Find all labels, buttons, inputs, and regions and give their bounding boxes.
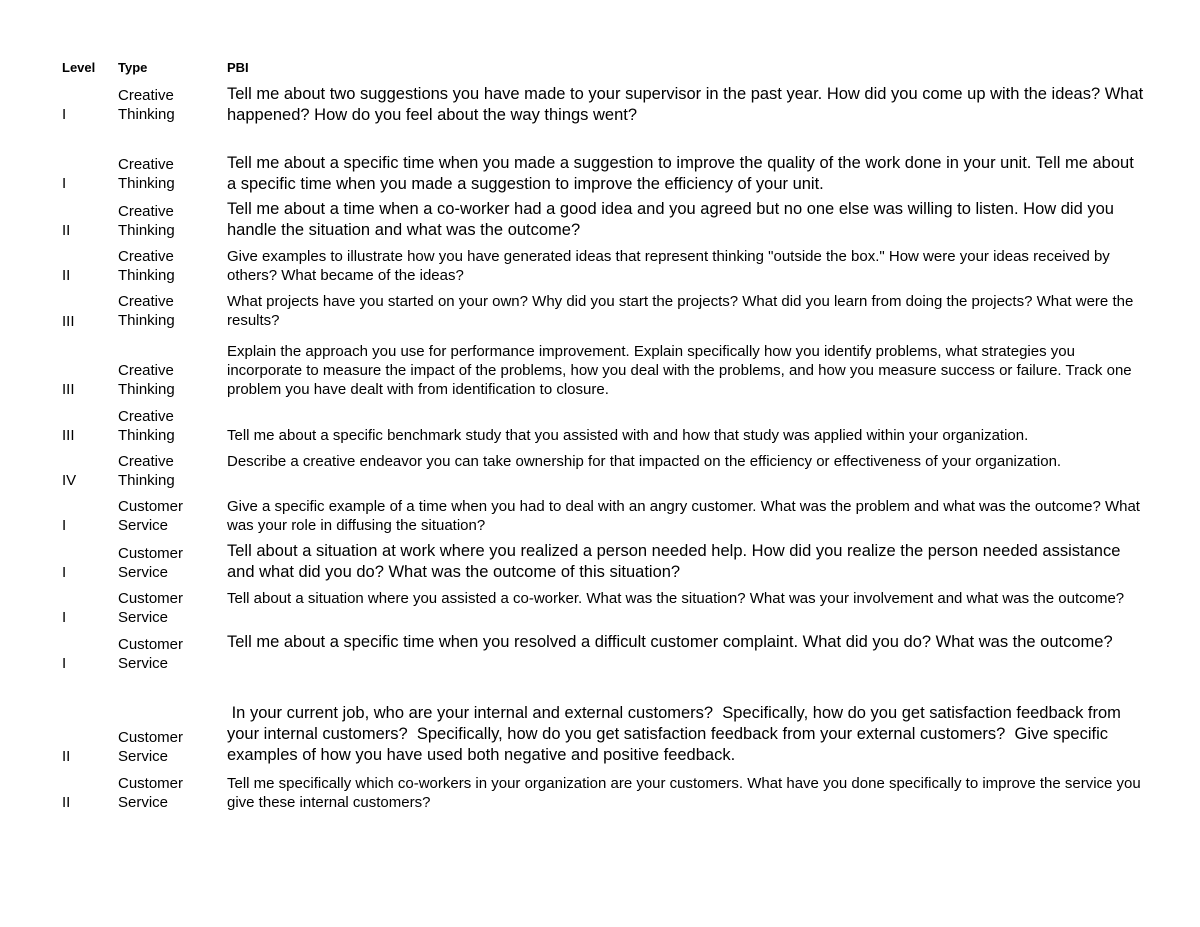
type-line-2: Service [118, 517, 169, 534]
type-cell [118, 544, 218, 582]
type-line-1: Customer [118, 545, 184, 562]
type-line-2: Thinking [118, 381, 175, 398]
type-cell [118, 452, 218, 490]
type-cell [118, 589, 218, 627]
level-cell: I [62, 655, 67, 672]
type-line-2: Thinking [118, 472, 175, 489]
level-cell: I [62, 106, 67, 123]
level-cell: II [62, 748, 71, 765]
type-line-2: Thinking [118, 106, 175, 123]
pbi-cell: Tell me about a specific time when you made a suggestion to improve the quality of the work done in your unit. Tell me about a specific time when you made a suggestion to improve the efficiency of your unit. [227, 154, 1134, 193]
pbi-cell: What projects have you started on your own? Why did you start the projects? What did you learn from doing the projects? What were the results? [227, 293, 1134, 329]
pbi-cell: Tell me about a specific benchmark study that you assisted with and how that study was applied within your organization. [227, 427, 1029, 444]
level-cell: III [62, 313, 75, 330]
pbi-cell: Give a specific example of a time when you had to deal with an angry customer. What was the problem and what was the outcome? What was your role in diffusing the situation? [227, 498, 1140, 534]
header-pbi: PBI [227, 60, 249, 75]
type-cell [118, 247, 218, 285]
type-line-1: Creative [118, 408, 174, 425]
type-line-1: Creative [118, 203, 174, 220]
pbi-cell: Tell about a situation at work where you realized a person needed help. How did you realize the person needed assistance and what did you do? What was the outcome of this situation? [227, 542, 1121, 581]
level-cell: I [62, 564, 67, 581]
level-cell: III [62, 381, 75, 398]
pbi-cell: Give examples to illustrate how you have generated ideas that represent thinking "outside the box." How were your ideas received by others? What became of the ideas? [227, 248, 1110, 284]
header-level: Level [62, 60, 96, 75]
type-cell [118, 155, 218, 193]
level-cell: II [62, 794, 71, 811]
pbi-cell: Tell about a situation where you assisted a co-worker. What was the situation? What was your involvement and what was the outcome? [227, 590, 1125, 607]
type-line-1: Creative [118, 156, 174, 173]
pbi-cell: Tell me about two suggestions you have made to your supervisor in the past year. How did you come up with the ideas? What happened? How do you feel about the way things went? [227, 85, 1144, 124]
type-line-1: Creative [118, 248, 174, 265]
type-line-2: Thinking [118, 175, 175, 192]
type-line-2: Thinking [118, 267, 175, 284]
type-line-2: Service [118, 564, 169, 581]
type-line-2: Service [118, 655, 169, 672]
level-cell: II [62, 267, 71, 284]
type-cell [118, 292, 218, 330]
type-line-1: Creative [118, 453, 174, 470]
pbi-cell: Explain the approach you use for performance improvement. Explain specifically how you identify problems, what strategies you incorporate to measure the impact of the problems, how you deal with the problems, and how you measure success or failure. Track one problem you have dealt with from identification to closure. [227, 343, 1132, 398]
type-line-1: Creative [118, 362, 174, 379]
level-cell: IV [62, 472, 77, 489]
level-cell: I [62, 175, 67, 192]
type-line-2: Thinking [118, 312, 175, 329]
pbi-cell: Tell me about a specific time when you resolved a difficult customer complaint. What did you do? What was the outcome? [227, 633, 1113, 651]
type-line-2: Service [118, 794, 169, 811]
type-line-2: Thinking [118, 222, 175, 239]
level-cell: I [62, 609, 67, 626]
type-line-1: Creative [118, 87, 174, 104]
type-cell [118, 497, 218, 535]
pbi-cell: In your current job, who are your internal and external customers? Specifically, how do you get satisfaction feedback from your internal customers? Specifically, how do you get satisfaction feedback from your external customers? Give specific examples of how you have used both negative and positive feedback. [227, 704, 1126, 764]
type-line-2: Thinking [118, 427, 175, 444]
type-cell [118, 728, 218, 766]
type-cell [118, 774, 218, 812]
type-cell [118, 361, 218, 399]
type-line-1: Customer [118, 498, 184, 515]
type-line-1: Customer [118, 729, 184, 746]
level-cell: II [62, 222, 71, 239]
type-cell [118, 635, 218, 673]
type-line-1: Customer [118, 590, 184, 607]
header-type: Type [118, 60, 148, 75]
type-line-2: Service [118, 748, 169, 765]
type-line-2: Service [118, 609, 169, 626]
pbi-cell: Tell me specifically which co-workers in your organization are your customers. What have you done specifically to improve the service you give these internal customers? [227, 775, 1141, 811]
level-cell: I [62, 517, 67, 534]
type-cell [118, 86, 218, 124]
level-cell: III [62, 427, 75, 444]
pbi-cell: Tell me about a time when a co-worker had a good idea and you agreed but no one else was willing to listen. How did you handle the situation and what was the outcome? [227, 200, 1114, 239]
type-cell [118, 202, 218, 240]
type-line-1: Customer [118, 636, 184, 653]
pbi-cell: Describe a creative endeavor you can take ownership for that impacted on the efficiency or effectiveness of your organization. [227, 453, 1062, 470]
type-line-1: Customer [118, 775, 184, 792]
type-line-1: Creative [118, 293, 174, 310]
type-cell [118, 407, 218, 445]
